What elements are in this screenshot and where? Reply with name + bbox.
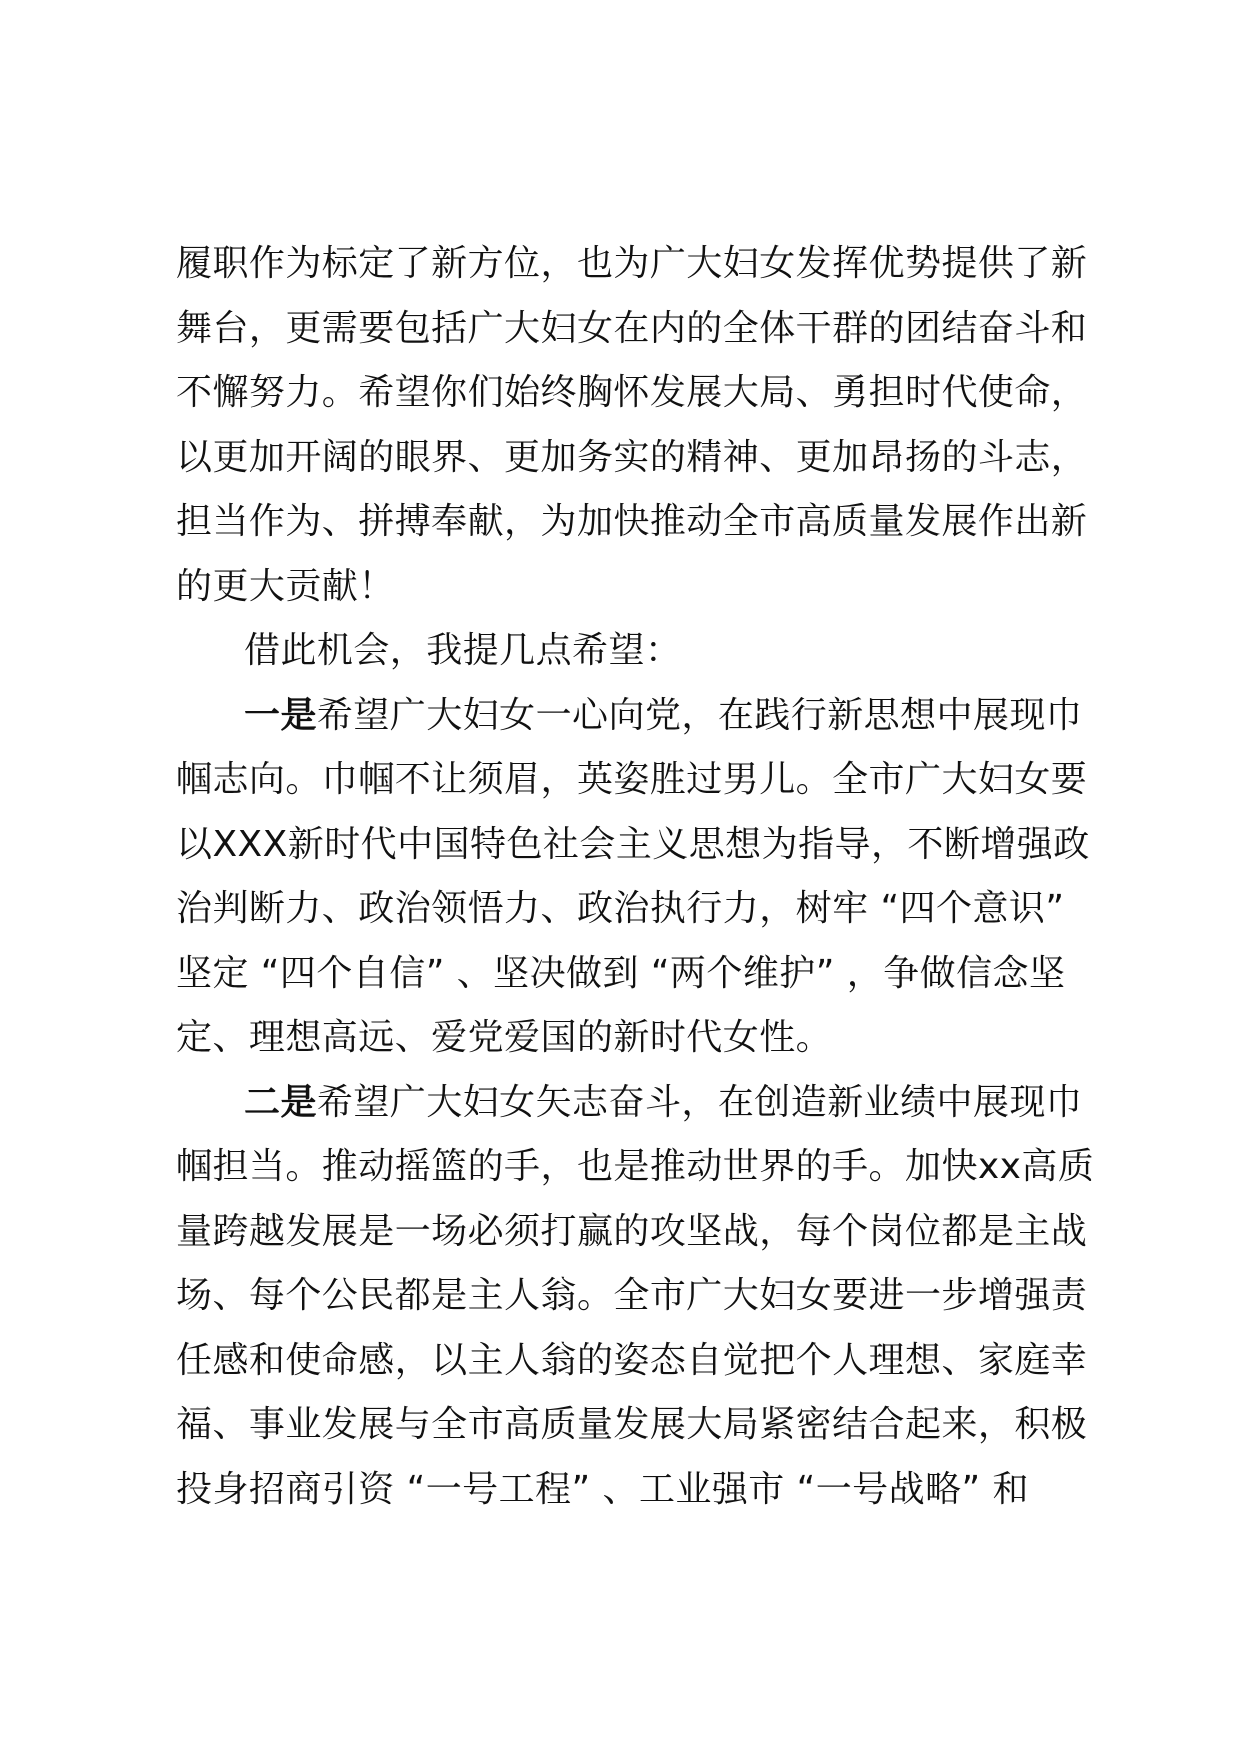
text-line: 福、事业发展与全市高质量发展大局紧密结合起来，积极 (176, 1404, 1088, 1445)
paragraph-first-start (176, 684, 1088, 749)
text-line: 量跨越发展是一场必须打赢的攻坚战，每个岗位都是主战 (176, 1210, 1088, 1252)
text-line: 治判断力、政治领悟力、政治执行力，树牢 “四个意识” (176, 888, 1065, 929)
text-line: 以更加开阔的眼界、更加务实的精神、更加昂扬的斗志， (176, 436, 1088, 478)
text-span: 希望广大妇女矢志奋斗，在创造新业绩中展现巾 (316, 1081, 1083, 1123)
paragraph-intro: 借此机会，我提几点希望： (244, 630, 682, 671)
text-span: 希望广大妇女一心向党，在践行新思想中展现巾 (316, 694, 1083, 736)
text-line: 不懈努力。希望你们始终胸怀发展大局、勇担时代使命， (176, 372, 1088, 413)
lead-first: 一是 (244, 694, 317, 736)
text-line: 投身招商引资 “一号工程” 、工业强市 “一号战略” 和 (176, 1468, 1029, 1510)
text-line: 的更大贡献！ (176, 565, 395, 607)
text-line: 定、理想高远、爱党爱国的新时代女性。 (176, 1017, 833, 1058)
text-line: 坚定 “四个自信” 、坚决做到 “两个维护” ，争做信念坚 (176, 952, 1066, 994)
text-line: 舞台，更需要包括广大妇女在内的全体干群的团结奋斗和 (176, 307, 1088, 349)
lead-second: 二是 (244, 1081, 317, 1123)
text-line: 帼担当。推动摇篮的手，也是推动世界的手。加快xx高质 (176, 1146, 1095, 1187)
text-line: 任感和使命感，以主人翁的姿态自觉把个人理想、家庭幸 (176, 1339, 1088, 1381)
text-line: 担当作为、拼搏奉献，为加快推动全市高质量发展作出新 (176, 501, 1088, 542)
text-line: 场、每个公民都是主人翁。全市广大妇女要进一步增强责 (176, 1275, 1088, 1316)
text-line: 以XXX新时代中国特色社会主义思想为指导，不断增强政 (176, 823, 1090, 865)
document-body (176, 232, 1095, 1522)
text-line: 履职作为标定了新方位，也为广大妇女发挥优势提供了新 (176, 243, 1088, 284)
paragraph-second-start (176, 1071, 1088, 1136)
text-line: 帼志向。巾帼不让须眉，英姿胜过男儿。全市广大妇女要 (176, 759, 1088, 800)
